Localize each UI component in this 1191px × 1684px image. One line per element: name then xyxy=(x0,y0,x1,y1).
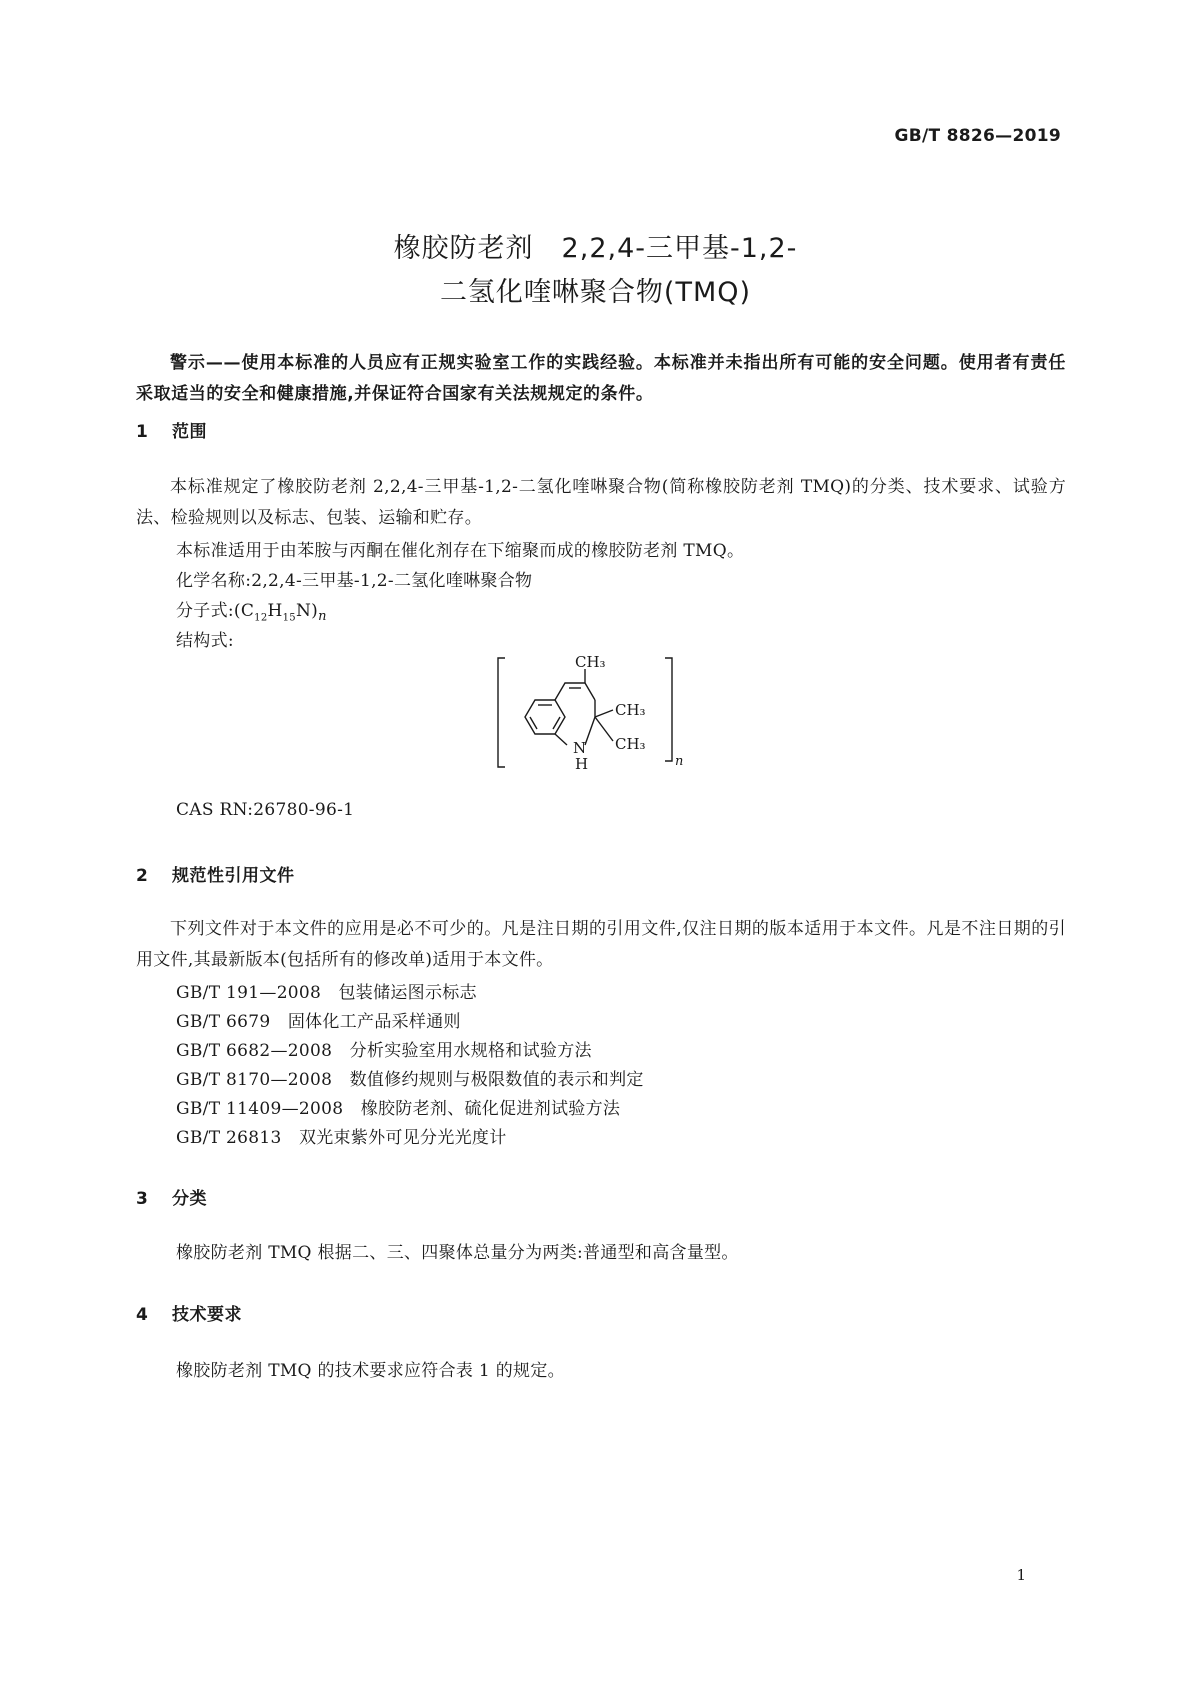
ch3-right-label-2: CH₃ xyxy=(615,735,646,753)
section-title: 范围 xyxy=(172,422,207,442)
section-2-intro: 下列文件对于本文件的应用是必不可少的。凡是注日期的引用文件,仅注日期的版本适用于本文件。凡是不注日期的引用文件,其最新版本(包括所有的修改单)适用于本文件。 xyxy=(136,919,1066,970)
structure-label: 结构式: xyxy=(176,631,234,651)
page-number: 1 xyxy=(1016,1566,1026,1584)
ch3-right-label-1: CH₃ xyxy=(615,701,646,719)
reference-item: GB/T 11409—2008 橡胶防老剂、硫化促进剂试验方法 xyxy=(176,1099,621,1119)
reference-item: GB/T 191—2008 包装储运图示标志 xyxy=(176,983,477,1003)
section-number: 2 xyxy=(136,866,149,886)
molecular-formula: 分子式$:(C_{12}H_{15}N)_n$ xyxy=(176,601,327,625)
h-label: H xyxy=(575,755,589,773)
standard-code: GB/T 8826—2019 xyxy=(894,126,1061,146)
section-1-para-1: 本标准规定了橡胶防老剂 2,2,4-三甲基-1,2-二氢化喹啉聚合物(简称橡胶防老剂 TMQ)的分类、技术要求、试验方法、检验规则以及标志、包装、运输和贮存。 xyxy=(136,477,1066,528)
section-number: 1 xyxy=(136,422,149,442)
right-bracket xyxy=(665,658,672,761)
reference-item: GB/T 26813 双光束紫外可见分光光度计 xyxy=(176,1128,507,1148)
warning-text: 警示——使用本标准的人员应有正规实验室工作的实践经验。本标准并未指出所有可能的安全问题。使用者有责任采取适当的安全和健康措施,并保证符合国家有关法规规定的条件。 xyxy=(136,353,1066,404)
cas-number: CAS RN:26780-96-1 xyxy=(176,800,355,820)
title-line-2: 二氢化喹啉聚合物(TMQ) xyxy=(439,277,752,308)
section-3-para: 橡胶防老剂 TMQ 根据二、三、四聚体总量分为两类:普通型和高含量型。 xyxy=(176,1243,739,1263)
section-title: 规范性引用文件 xyxy=(172,866,295,886)
n-subscript: n xyxy=(675,754,684,769)
section-2-heading xyxy=(136,861,295,886)
section-4-para: 橡胶防老剂 TMQ 的技术要求应符合表 1 的规定。 xyxy=(176,1361,565,1381)
section-3-heading xyxy=(136,1184,207,1209)
section-1-heading xyxy=(136,417,207,442)
left-bracket xyxy=(498,658,505,767)
section-title: 分类 xyxy=(172,1189,207,1209)
reference-item: GB/T 8170—2008 数值修约规则与极限数值的表示和判定 xyxy=(176,1070,644,1090)
reference-item: GB/T 6682—2008 分析实验室用水规格和试验方法 xyxy=(176,1041,592,1061)
section-number: 4 xyxy=(136,1305,149,1325)
ch3-top-label: CH₃ xyxy=(575,655,606,671)
section-title: 技术要求 xyxy=(172,1305,242,1325)
structural-formula xyxy=(495,655,710,780)
section-4-heading xyxy=(136,1300,242,1325)
n-label: N xyxy=(573,739,587,757)
section-number: 3 xyxy=(136,1189,149,1209)
title-line-1: 橡胶防老剂 2,2,4-三甲基-1,2- xyxy=(393,233,798,264)
section-1-para-2: 本标准适用于由苯胺与丙酮在催化剂存在下缩聚而成的橡胶防老剂 TMQ。 xyxy=(176,541,745,561)
chemical-name: 化学名称:2,2,4-三甲基-1,2-二氢化喹啉聚合物 xyxy=(176,571,533,591)
reference-item: GB/T 6679 固体化工产品采样通则 xyxy=(176,1012,461,1032)
